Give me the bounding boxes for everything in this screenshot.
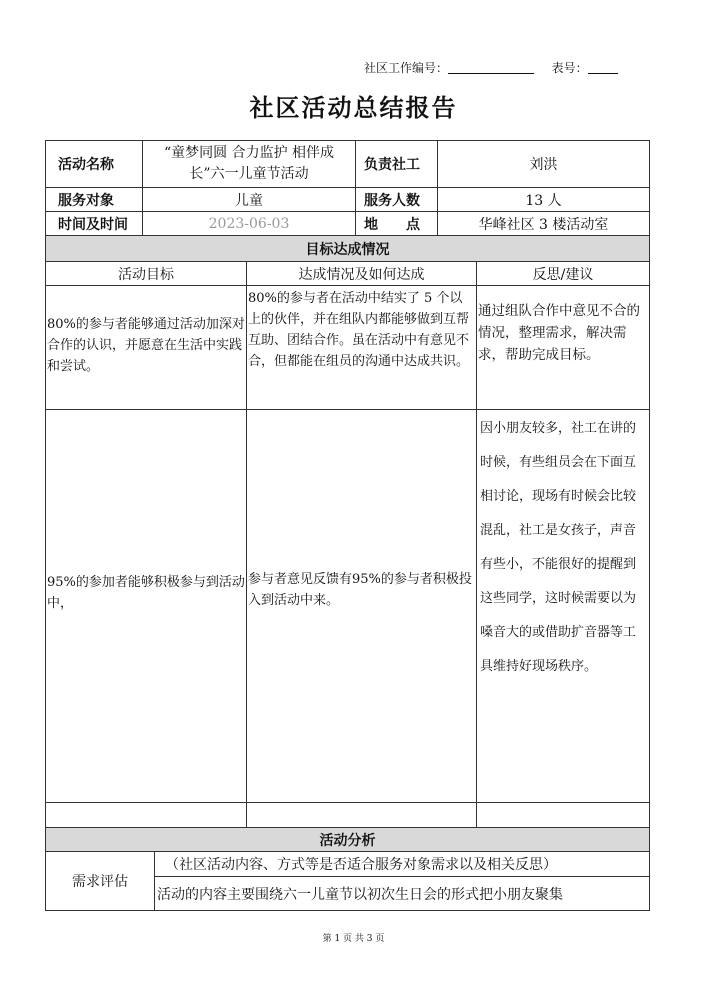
analysis-section-title: 活动分析 [46,828,649,852]
goal-row-empty-achievement [247,803,477,828]
page-title: 社区活动总结报告 [249,94,458,122]
service-count-label: 服务人数 [356,188,438,212]
goals-section-title: 目标达成情况 [46,236,649,262]
needs-hint: （社区活动内容、方式等是否适合服务对象需求以及相关反思） [155,852,649,877]
goals-col-reflection: 反思/建议 [477,262,649,286]
time-value: 2023-06-03 [143,212,356,236]
social-worker-value: 刘洪 [438,141,649,188]
activity-name-label: 活动名称 [46,141,143,188]
goal-row-2-achievement: 参与者意见反馈有95%的参与者积极投入到活动中来。 [247,410,477,803]
goals-col-achievement: 达成情况及如何达成 [247,262,477,286]
place-value: 华峰社区 3 楼活动室 [438,212,649,236]
page-footer: 第 1 页 共 3 页 [322,934,385,944]
form-no-label: 表号： [551,61,588,75]
service-target-value: 儿童 [143,188,356,212]
goal-row-1-achievement: 80%的参与者在活动中结实了 5 个以上的伙伴，并在组队内都能够做到互帮互助、团结合作。虽在活动中有意见不合，但都能在组员的沟通中达成共识。 [247,286,477,410]
work-no-label: 社区工作编号： [364,61,449,75]
activity-name-value: “童梦同圆 合力监护 相伴成长”六一儿童节活动 [143,141,356,188]
time-label: 时间及时间 [46,212,143,236]
work-no-blank [448,61,534,74]
social-worker-label: 负责社工 [356,141,438,188]
header-fields [364,59,618,76]
goal-row-1-goal: 80%的参与者能够通过活动加深对合作的认识，并愿意在生活中实践和尝试。 [46,286,247,410]
goals-col-goal: 活动目标 [46,262,247,286]
goal-row-2-reflection: 因小朋友较多，社工在讲的时候，有些组员会在下面互相讨论，现场有时候会比较混乱，社工是女孩子，声音有些小，不能很好的提醒到这些同学，这时候需要以为嗓音大的或借助扩音器等工具维持好现场秩序。 [477,410,649,803]
goal-row-1-reflection: 通过组队合作中意见不合的情况，整理需求，解决需求，帮助完成目标。 [477,286,649,410]
goal-row-2-goal: 95%的参加者能够积极参与到活动中， [46,410,247,803]
report-table [45,140,650,911]
service-count-value: 13 人 [438,188,649,212]
needs-text: 活动的内容主要围绕六一儿童节以初次生日会的形式把小朋友聚集 [157,886,563,903]
form-no-blank [588,61,618,74]
place-label: 地 点 [356,212,438,236]
goal-row-empty-goal [46,803,247,828]
service-target-label: 服务对象 [46,188,143,212]
needs-label: 需求评估 [46,852,155,910]
goal-row-empty-reflection [477,803,649,828]
